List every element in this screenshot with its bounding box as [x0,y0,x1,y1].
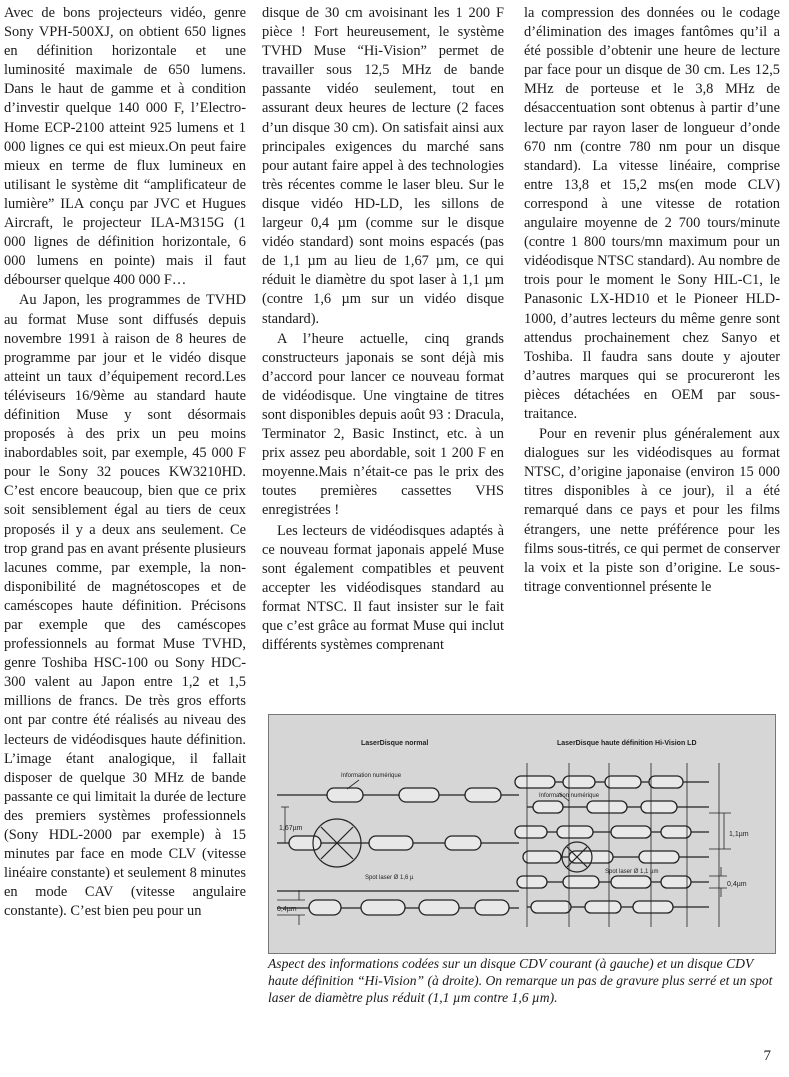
left-title: LaserDisque normal [361,740,429,747]
pitch-label-left: 1,67µm [279,825,303,832]
paragraph: la compression des données ou le codage d’élimination des images fantômes qu’il a été possible d’obtenir une heure de lecture par face pour un disque de 30 cm. Les 12,5 MHz de porteuse et le 3,8 MHz de désaccentuation sont obtenus à partir d’une lecture par rayon laser de longueur d’onde 670 nm (contre 780 nm pour un disque standard). La vitesse linéaire, comprise entre 13,8 et 15,2 ms(en mode CLV) correspond à une vitesse de rotation angulaire moyenne de 2 700 tours/minute (contre 1 800 tours/mn maximum pour un vidéodisque NTSC standard). Au nombre de trois pour le moment le Sony HIL-C1, le Panasonic LX-HD10 et le Pioneer HLD-1000, d’autres lecteurs du même genre sont attendus prochainement chez Sanyo et Toshiba. Il faudra sans doute y ajouter d’autres marques qui se procureront les pièces détachées en OEM par sous-traitance. [524,5,780,422]
paragraph: Les lecteurs de vidéodisques adaptés à ce nouveau format japonais appelé Muse sont également compatibles et peuvent accepter les vidéodisques standard au format NTSC. Il faut insister sur le fait que c’est grâce au format Muse qui inclut différents systèmes comprenant [262,522,504,654]
info-label-right: Information numérique [539,793,600,799]
paragraph: Avec de bons projecteurs vidéo, genre Sony VPH-500XJ, on obtient 650 lignes en définition horizontale et une luminosité maximale de 650 lumens. Dans le haut de gamme et à condition d’investir quelque 140 000 F, l’Electro-Home ECP-2100 atteint 925 lumens et 1 000 lignes ce qui est mieux.On peut faire mieux en terme de flux lumineux en utilisant le système dit “amplificateur de lumière” ILA conçu par JVC et Hugues Aircraft, le projecteur ILA-M315G (1 000 lignes de définition horizontale, 6 000 lumens en pointe) mais il faut débourser quelque 400 000 F… [4,5,246,289]
text-column-1 [4,4,246,922]
figure-caption: Aspect des informations codées sur un disque CDV courant (à gauche) et un disque CDV haute définition “Hi-Vision” (à droite). On remarque un pas de gravure plus serré et un spot laser de diamètre plus réduit (1,1 µm contre 1,6 µm). [268,956,773,1006]
paragraph: Pour en revenir plus généralement aux dialogues sur les vidéodisques au format NTSC, d’origine japonaise (environ 15 000 titres disponibles à ce jour), il a été remarqué dans ce pays et pour les films étrangers, une nette préférence pour les films sous-titrés, ce qui permet de conserver la voix et la piste son d’origine. Le sous-titrage conventionnel présente le [524,426,780,595]
paragraph: Au Japon, les programmes de TVHD au format Muse sont diffusés depuis novembre 1991 à raison de 8 heures de programme par jour et le vidéo disque atteint un taux d’équipement record.Les téléviseurs 16/9ème au standard haute définition Muse y sont désormais proposés à des prix un peu moins inabordables soit, par exemple, 45 000 F pour le Sony 32 pouces KW3210HD. C’est encore beaucoup, bien que ce prix soit sensiblement égal au tiers de ceux proposés il y a deux ans seulement. Ce trop grand pas en avant présente plusieurs lacunes comme, par exemple, la non-disponibilité de magnétoscopes et de caméscopes haute définition. Précisons par exemple que des caméscopes professionnels au format Muse TVHD, genre Toshiba HSC-100 ou Sony HDC-300 valent au Japon entre 1,2 et 1,5 millions de francs. De très gros efforts ont par contre été réalisés au niveau des lecteurs de vidéodisques haute définition. L’image étant analogique, il fallait disposer de quelque 30 MHz de bande passante ce qui limitait la durée de lecture des premiers systèmes professionnels (Sony HDL-2000 par exemple) à 15 minutes par face en mode CLV (vitesse linéaire constante) et seulement 8 minutes en mode CAV (vitesse angulaire constante). C’est bien peu pour un [4,292,246,920]
spot-label-right: Spot laser Ø 1,1 µm [605,869,659,875]
diagram-svg [269,715,775,953]
text-column-3 [524,4,780,597]
pitch-label-right: 1,1µm [729,831,749,838]
right-title: LaserDisque haute définition Hi-Vision LD [557,740,697,747]
text-column-2 [262,4,504,655]
spot-label-left: Spot laser Ø 1,6 µ [365,875,414,881]
paragraph: A l’heure actuelle, cinq grands constructeurs japonais se sont déjà mis d’accord pour lancer ce nouveau format de vidéodisque. Une vingtaine de titres sont disponibles depuis août 93 : Dracula, Terminator 2, Basic Instinct, etc. à un prix assez peu abordable, soit 1 200 F en moyenne.Mais n’était-ce pas le prix des toutes premières cassettes VHS enregistrées ! [262,330,504,519]
laserdisc-diagram [268,714,776,954]
info-label-left: Information numérique [341,773,402,779]
width-label-left: 0,4µm [277,906,297,913]
page-number: 7 [763,1048,771,1064]
width-label-right: 0,4µm [727,881,747,888]
paragraph: disque de 30 cm avoisinant les 1 200 F pièce ! Fort heureusement, le système TVHD Muse “Hi-Vision” permet de travailler sous 12,5 MHz de bande passante vidéo seulement, tout en assurant deux heures de lecture (2 faces d’un disque 30 cm). On satisfait ainsi aux principales exigences du marché sans pour autant faire appel à des technologies très récentes comme le laser bleu. Sur le disque vidéo HD-LD, les sillons de largeur 0,4 µm (comme sur le disque vidéo standard) sont moins espacés (pas de 1,1 µm au lieu de 1,67 µm, ce qui réduit le diamètre du spot laser à 1,1 µm (contre 1,6 µm sur un vidéo disque standard). [262,5,504,327]
left-track-pattern [277,788,519,915]
